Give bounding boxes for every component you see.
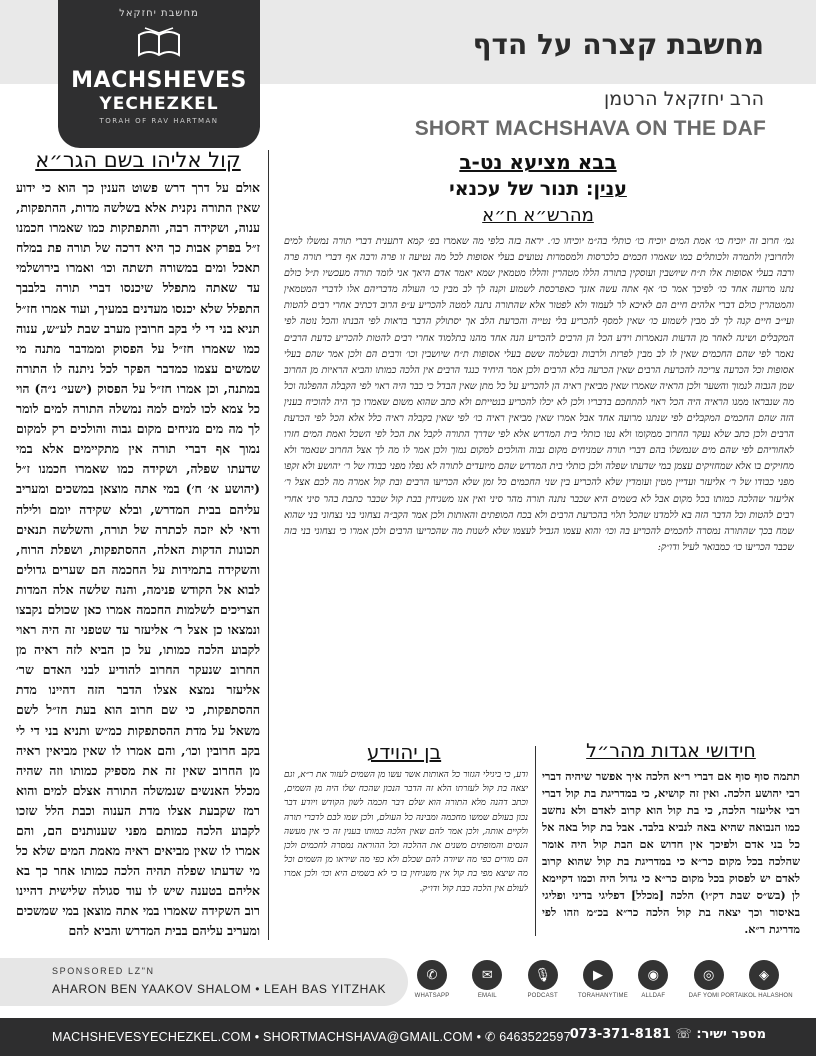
kol-halashon-icon: ◈ <box>749 960 779 990</box>
logo-hebrew-text: מחשבת יחזקאל <box>119 8 199 19</box>
section-heading-ben-yehoyada: בן יהוידע <box>366 740 442 764</box>
link-alldaf[interactable] <box>633 960 673 1012</box>
icon-label: WHATSAPP <box>414 993 450 999</box>
section-heading-maharsha: מהרש״א ח״א <box>482 205 594 226</box>
maharal-text: תתמה סוף סוף אם דברי ר״א הלכה איך אפשר שיהיה דברי רבי יהושע הלכה. ואין זה קושיא, כי במדריגת בת קול דברי רבי אליעזר הלכה, כי בת קול הוא קרוב לאדם ולא נחשב כמו הנבואה שהיא באה לנביא בלבד. אבל בת קול באה אל כל בני אדם ולפיכך אין חדוש אם הבת קול היה אומר שהלכה בכל מקום כר״א כי במדריגת בת קול שהוא קרוב לאדם יש לפסוק בכל מקום כר״א כי גדול היה וכמו דקיימא לן (בש״ס שבת דק״ו) הלכה [מכלל] דפליגי בדיני ופליגי באיסור וכך יצאה בת קול הלכה כר״א בכ״מ וזהו לפי מדריגת ר״א. <box>542 769 800 936</box>
whatsapp-number[interactable]: 6463522597 <box>499 1030 571 1044</box>
separator-dot: • <box>254 1030 264 1044</box>
maharsha-text: גמ׳ חרוב זה יוכיח כו׳ אמת המים יוכיח כו׳ כותלי בה״מ יוכיחו כו׳. יראה בזה כלפי מה שאמרו בפ׳ קמא דתענית דברי תורה נמשלו למים ולחרובין ולתמרה ולכותלים כמו שאמרו חכמים כלכרסות ולמסמרות נטועים בעלי אסופות לכל מה נטיעה זו פרה ורבה אף דברי תורה פרה ורבה בעלי אסופות אלו ת״ח שיושבין ועוסקין בתורה הללו מטהרין והללו מטמאין שמא יאמר אדם היאך אני לומד תורה מעכשיו ת״ל כולם נתנו מרועה אחד כו׳ לפיכך אמר כו׳ אף אתה עשה אזנך כאפרכסת לשמוע וקנה לך לב מבין כו׳ העולה מדבריהם אלו לדברי המטמאין והמטהרין כולם דברי אלהים חיים הם לאיכא לר לעמוד ולא לפטור אלא שהתורה נתנה למטה להכריע ע״פ הרוב דכתיב אחרי רבים להטות ועי״ב חיים קנה לך לב מבין לשמוע כו׳ שאין למסף להכריע בלי נטייה והכרעת הלב אך יסתולק הדבר בראות לפי הבנתו והכל נוטה לפי המקבלים ושיגה לאחר מן הדעות הנאמרות וידע הכל הן הרבים להכריע הנה אחד מהנו בתלמוד אחרי רבים להטות להכריע כדעת הרבים נאמר לפי שהם החכמים שאין לו לב מבין לפרות ולרבות ובשלמה ששם בעלי אסופות ת״ח שיושבין וכו׳ ורבים הם ולכן אמר שהם בעלי אסופות וכל הכרעה צריכה להכרעת הרבים שאין הכרעה בלא הרבים ולכן אמר היחיד כנגד הרבים אין הלכה כמותו והביא הראיות מן החרוב שמן הגבוה לנמוך והשער ולכן הראיה שאמרו שאין מביאין ראיה הן להכריע על כל מתן שאין הבדל כי כבר היה ראוי לפי הקבלה ההפלגה וכל מה שנבראו ממנו הראיה היה הכל ראוי להתחכם בדבריו ולכן לא יכלו להכריע בנטייתם ולא כתב שהוא משום שאמרו כך היה להוכיח בענין הזה שהם החכמים המקבלים לפי שנתנו מרועה אחד אבל אמרו שאין מביאין ראיה כו׳ לפי שאין בקבלה ראיה כלל אלא הכל לפי הכרעת הרבים ולכן כתב שלא נעקר החרוב ממקומו ולא נטו כותלי בית המדרש אלא לפי שדרך התורה לקבל את הכל לפי השכל ואמת המים חזרו לאחוריהם לפי שהם מים שנמשלו בהם דברי תורה שמניחים מקום גבוה והולכים למקום נמוך ולכן אמר לו מה לך אצל החרוב שנאמר ולא מחזיקים בו אלא שמחזיקים עצמן במי שדעתו שפלה ולכן כותלי בית המדרש שהם מיועדים לתורה לא נפלו מפני כבודו של ר׳ יהושע ולא זקפו מפני כבודו של ר׳ אליעזר ועדיין מטין ועומדין שלא להכריע בין שני החכמים כל זמן שלא הכריעו הרבים ובת קול אמרה מה לכם אצל ר׳ אליעזר שהלכה כמותו בכל מקום אבל לא בשמים היא שכבר נתנה תורה מהר סיני ואין אנו משגיחין בבת קול שכבר כתבת בהר סיני אחרי רבים להטות וכל הדבר הזה בא ללמדנו שהכל תלוי בהכרעת הרבים ולא בכח המופתים והאותות ולכן אמר הקב״ה נצחוני בני נצחוני בני שהוא שמח בכך שהתורה נמסרה לחכמים להכריע בה וכו׳ והוא עצמו הגביל לעצמו שלא לשנות מה שהכריעו הרבים ולכן אמרו כי נצחוני בני בזה שכבר הכריעו כו׳ כמבואר לעיל ודו״ק: <box>284 236 794 553</box>
phone-icon: ☏ <box>670 1027 692 1042</box>
ben-yehoyada-text: ודע, כי ביגילי הגזור כל האותות אשר עשו מן השמים לעזור את ר״א, וגם יצאה בת קול לעזרתו הלא זה הדבר הנכון שהכח שלו היה מן השמים, וכתב דהנה מלא התורה הוא שלם דבר חכמה לשון הקודש ויודע דבר נכון בעולם שמשו מחכמה ומבינה כל העולם, ולכן שמו לבם לדברי תורה ולקיים אותה, ולכן אמר להם שאין הלכה כמותו בענין זה כי אין מעשה הנסים והמופתים משנים את ההלכה וכל ההוראה נמסרה לחכמים ולכן הם מורים כפי מה שיורה להם שכלם ולא כפי מה שיראו מן השמים וכל מה שיצא מפי בת קול אין משגיחין בו כי לא בשמים היא וכו׳ ולכן אמרו לעולם אין הלכה כבת קול ודו״ק. <box>284 770 528 894</box>
daf-yomi-portal-icon: ◎ <box>694 960 724 990</box>
website-link[interactable]: MACHSHEVESYECHEZKEL.COM <box>52 1030 252 1044</box>
phone-number[interactable]: 073-371-8181 <box>569 1027 671 1042</box>
icon-label: DAF YOMI PORTAL <box>688 993 746 999</box>
link-whatsapp[interactable] <box>412 960 452 1012</box>
link-podcast[interactable] <box>523 960 563 1012</box>
column-divider-bottom <box>535 746 536 936</box>
alldaf-icon: ◉ <box>638 960 668 990</box>
link-daf-yomi-portal[interactable] <box>688 960 746 1012</box>
sponsor-label: SPONSORED LZ"N <box>52 966 155 976</box>
left-column <box>12 148 264 956</box>
icon-label: EMAIL <box>477 993 497 999</box>
masechta-title: בבא מציעא נט-ב <box>459 150 617 174</box>
icon-label: PODCAST <box>527 993 558 999</box>
footer-contacts <box>52 1029 571 1044</box>
logo[interactable] <box>58 0 260 148</box>
inyan-title: ענין: תנור של עכנאי <box>449 178 627 200</box>
logo-line-1: MACHSHEVES <box>71 68 247 93</box>
icon-label: KOL HALASHON <box>743 993 793 999</box>
section-heading-kol-eliyahu: קול אליהו בשם הגר״א <box>35 148 241 172</box>
email-link[interactable]: SHORTMACHSHAVA@GMAIL.COM <box>263 1030 473 1044</box>
kol-eliyahu-text: אולם על דרך דרש פשוט הענין כך הוא כי ידוע שאין התורה נקנית אלא בשלשה מדות, ההתפקות, ענוה, ושקידה רבה, והתפתקות כמו שאמרו חכמנו ז״ל בפרק אבות כך היא דרכה של תורה פת במלח תאכל ומים במשורה תשתה וכו׳ ואמרו בירושלמי עד שאתה מתפלל שיכנסו דברי תורה בלבבך התפלל שלא יכנסו מעדנים במעיך, ועוד אמרו חז״ל תניא בני די לי בקב חרובין מערב שבת לע״ש, ענוה כמו שאמרו חז״ל על הפסוק וממדבר מתנה מי שמשים עצמו כמדבר הפקר לכל ניתנה לו התורה במתנה, וכן אמרו חז״ל על הפסוק (ישעי׳ נ״ה) הוי כל צמא לכו למים למה נמשלה התורה למים לומר לך מה מים מניחים מקום גבוה והולכים רק למקום נמוך אף דברי תורה אין מתקיימים אלא במי שדעתו שפלה, ושקידה כמו שאמרו חכמנו ז״ל (יהושע א׳ ח׳) במי אתה מוצאן במשכים ומעריב עליהם בבית המדרש, ובלא שקידה יומם ולילה ודאי לא יזכה לכתרה של תורה, והשלשה תנאים תכונות הדקות האלה, ההסתפקות, ושפלת הרוח, והשקידה בתמידות על החכמה הם שערים גדולים לבוא אל הקודש פנימה, והנה שלשה אלה המדות הצריכים לשלמות החכמה אמרו כאן שכולם נקבצו ונמצאו כן אצל ר׳ אליעזר עד שטפני זה היה ראוי לקבוע הלכה כמותו, על כן הביא לזה ראיה מן החרוב שנעקר החרוב להודיע לבני האדם שר׳ אליעזר נמצא אצלו הדבר הזה דהיינו מדת ההסתפקות, כי שם חרוב הוא בעת חז״ל לשם משאל על מדת ההסתפקות כמ״ש ותניא בני די לי בקב חרובין וכו׳, והם אמרו לו שאין מביאין ראיה מן החרוב שאין זה את מספיק כמותו וזה שהיה מכלל האנשים שנמשלה התורה אצלם למים והוא רמז שקבעת אצלו מדת הענוה וכבת הלל שזכו לקבוע הלכה כמותם מפני שענותנים הם, והם אמרו לו שאין מביאים ראיה מאמת המים שלא כל מי שדעתו שפלה תהיה הלכה כמותו אחר כך בא אליהם בטענה שיש לו עוד סגולה שלישית דהיינו רוב השקידה שאמרו במי אתה מוצאן במי שמשכים ומעריב עליהם בבית המדרש והביא להם <box>16 180 260 939</box>
section-heading-maharal: חידושי אגדות מהר״ל <box>586 740 756 762</box>
podcast-icon: 🎙 <box>528 960 558 990</box>
book-icon <box>135 25 183 59</box>
phone-label: מספר ישיר: <box>696 1027 766 1042</box>
icon-label: ALLDAF <box>641 993 666 999</box>
footer-phone <box>570 1027 766 1042</box>
torahanytime-icon: ▶ <box>583 960 613 990</box>
link-torahanytime[interactable] <box>577 960 628 1012</box>
link-email[interactable] <box>467 960 507 1012</box>
whatsapp-icon: ✆ <box>417 960 447 990</box>
link-icons <box>412 960 793 1012</box>
icon-label: TORAHANYTIME <box>577 993 628 999</box>
logo-line-2: YECHEZKEL <box>99 94 219 114</box>
sponsor-strip <box>0 958 408 1006</box>
email-icon: ✉ <box>472 960 502 990</box>
english-title: SHORT MACHSHAVA ON THE DAF <box>414 117 766 140</box>
column-divider <box>268 150 269 940</box>
separator-dot: • <box>476 1030 485 1044</box>
whatsapp-icon: ✆ <box>484 1030 500 1044</box>
author-name: הרב יחזקאל הרטמן <box>604 88 764 110</box>
link-kol-halashon[interactable] <box>743 960 793 1012</box>
logo-tagline: TORAH OF RAV HARTMAN <box>99 117 219 125</box>
sponsor-names: AHARON BEN YAAKOV SHALOM • LEAH BAS YITZHAK <box>52 982 387 996</box>
footer <box>0 1018 816 1056</box>
page-title: מחשבת קצרה על הדף <box>472 28 764 61</box>
